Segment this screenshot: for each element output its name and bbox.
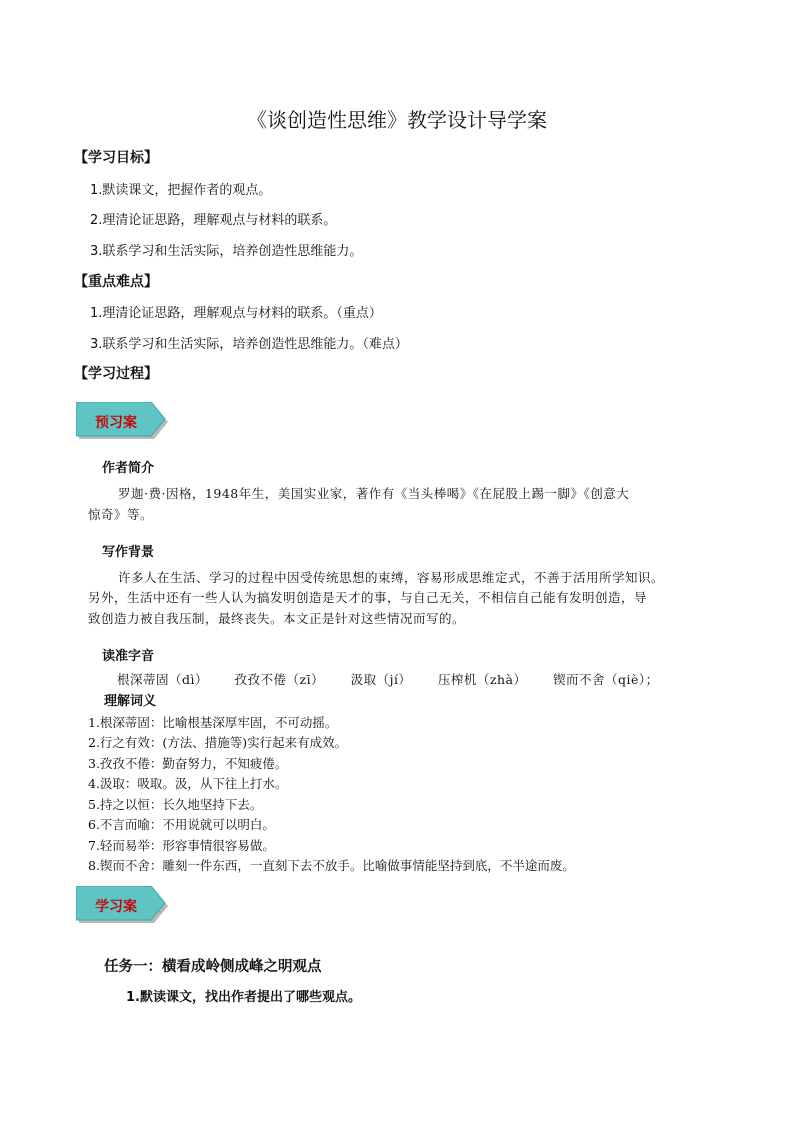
- study-banner: [76, 886, 172, 926]
- pronunciation-item: 根深蒂固（dì）: [117, 672, 208, 687]
- background-text: 另外，生活中还有一些人认为搞发明创造是天才的事，与自己无关，不相信自己能有发明创造，导: [88, 590, 648, 605]
- goal-item: 3.联系学习和生活实际，培养创造性思维能力。: [90, 244, 363, 259]
- study-banner-label: 学习案: [95, 899, 137, 915]
- vocab-item: 8.锲而不舍：雕刻一件东西，一直刻下去不放手。比喻做事情能坚持到底，不半途而废。: [88, 858, 575, 873]
- vocab-item: 3.孜孜不倦：勤奋努力，不知疲倦。: [88, 756, 288, 771]
- pronunciation-item: 汲取（jí）: [350, 672, 412, 687]
- goal-item: 1.默读课文，把握作者的观点。: [90, 183, 272, 198]
- goal-item: 2.理清论证思路，理解观点与材料的联系。: [90, 213, 337, 228]
- preview-banner: [76, 402, 172, 442]
- key-item: 3.联系学习和生活实际，培养创造性思维能力。（难点）: [90, 337, 408, 352]
- pronunciation-item: 压榨机（zhà）: [437, 672, 527, 687]
- author-text: 惊奇》等。: [88, 507, 154, 522]
- process-heading: 【学习过程】: [74, 366, 158, 382]
- vocab-item: 6.不言而喻：不用说就可以明白。: [88, 817, 275, 832]
- task-question: 1.默读课文，找出作者提出了哪些观点。: [126, 990, 361, 1005]
- background-text: 致创造力被自我压制，最终丧失。本文正是针对这些情况而写的。: [88, 611, 466, 626]
- pronunciation-item: 锲而不舍（qiè）；: [553, 672, 659, 687]
- vocab-item: 4.汲取：吸取。汲，从下往上打水。: [88, 776, 288, 791]
- vocab-heading: 理解词义: [104, 694, 157, 709]
- pronunciation-list: [117, 670, 681, 688]
- key-item: 1.理清论证思路，理解观点与材料的联系。（重点）: [90, 306, 382, 321]
- vocab-item: 2.行之有效：(方法、措施等)实行起来有成效。: [88, 735, 348, 750]
- pronunciation-heading: 读准字音: [102, 649, 155, 664]
- author-heading: 作者简介: [102, 461, 155, 476]
- goals-heading: 【学习目标】: [74, 150, 158, 166]
- key-heading: 【重点难点】: [74, 274, 158, 290]
- background-heading: 写作背景: [102, 545, 155, 560]
- page-title: 《谈创造性思维》教学设计导学案: [247, 108, 547, 132]
- background-text: 许多人在生活、学习的过程中因受传统思想的束缚，容易形成思维定式，不善于活用所学知识。: [118, 570, 665, 585]
- task-heading: 任务一：横看成岭侧成峰之明观点: [104, 959, 322, 975]
- pronunciation-item: 孜孜不倦（zī）: [234, 672, 325, 687]
- vocab-item: 5.持之以恒：长久地坚持下去。: [88, 797, 263, 812]
- author-text: 罗迦·费·因格，1948年生，美国实业家，著作有《当头棒喝》《在屁股上踢一脚》《创意大: [118, 486, 630, 501]
- vocab-item: 1.根深蒂固：比喻根基深厚牢固，不可动摇。: [88, 715, 338, 730]
- preview-banner-label: 预习案: [95, 415, 137, 431]
- vocab-item: 7.轻而易举：形容事情很容易做。: [88, 838, 275, 853]
